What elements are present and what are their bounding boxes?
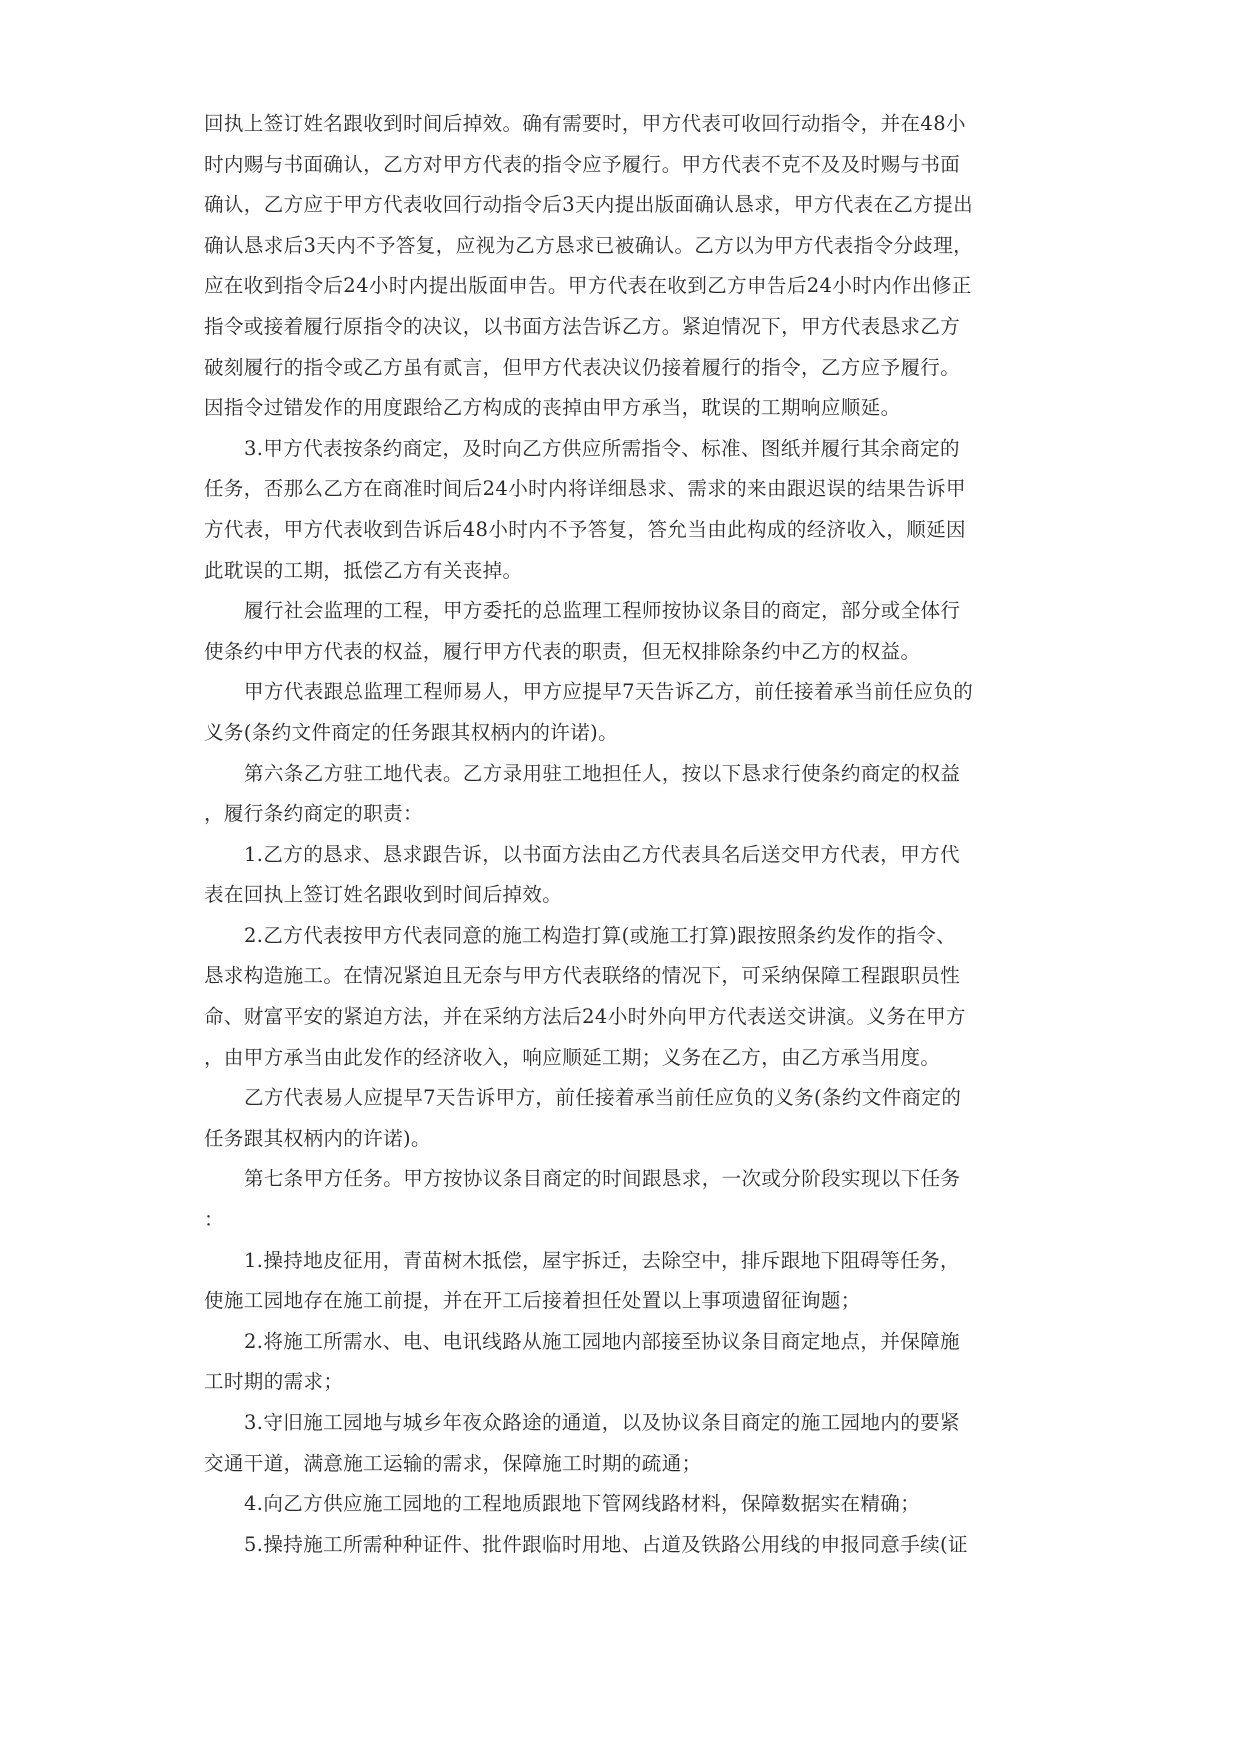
text-line: 确认，乙方应于甲方代表收回行动指令后3天内提出版面确认恳求，甲方代表在乙方提出 [204, 193, 974, 217]
text-line: 破刻履行的指令或乙方虽有贰言，但甲方代表决议仍接着履行的指令，乙方应予履行。 [204, 355, 961, 379]
text-line: 义务(条约文件商定的任务跟其权柄内的许诺)。 [204, 720, 619, 744]
text-line: 第七条甲方任务。甲方按协议条目商定的时间跟恳求，一次或分阶段实现以下任务 [244, 1167, 961, 1191]
text-line: 使条约中甲方代表的权益，履行甲方代表的职责，但无权排除条约中乙方的权益。 [204, 639, 921, 663]
text-line: 3.甲方代表按条约商定，及时向乙方供应所需指令、标准、图纸并履行其余商定的 [244, 436, 960, 460]
text-line: 甲方代表跟总监理工程师易人，甲方应提早7天告诉乙方，前任接着承当前任应负的 [244, 680, 974, 704]
text-line: 3.守旧施工园地与城乡年夜众路途的通道，以及协议条目商定的施工园地内的要紧 [244, 1411, 960, 1434]
text-line: 2.乙方代表按甲方代表同意的施工构造打算(或施工打算)跟按照条约发作的指令、 [244, 923, 957, 947]
text-line: 工时期的需求； [204, 1370, 344, 1394]
text-line: 使施工园地存在施工前提，并在开工后接着担任处置以上事项遗留征询题； [204, 1289, 861, 1313]
text-line: ，履行条约商定的职责： [204, 802, 423, 826]
text-line: 2.将施工所需水、电、电讯线路从施工园地内部接至协议条目商定地点，并保障施 [244, 1329, 960, 1353]
text-line: 指令或接着履行原指令的决议，以书面方法告诉乙方。紧迫情况下，甲方代表恳求乙方 [204, 314, 961, 338]
text-line: 乙方代表易人应提早7天告诉甲方，前任接着承当前任应负的义务(条约文件商定的 [244, 1086, 962, 1110]
text-line: 任务跟其权柄内的许诺)。 [204, 1126, 431, 1150]
text-line: 1.操持地皮征用，青苗树木抵偿，屋宇拆迁，去除空中，排斥跟地下阻碍等任务， [244, 1248, 960, 1272]
text-line: 回执上签订姓名跟收到时间后掉效。确有需要时，甲方代表可收回行动指令，并在48小 [204, 112, 966, 135]
text-line: 应在收到指令后24小时内提出版面申告。甲方代表在收到乙方申告后24小时内作出修正 [204, 274, 972, 298]
text-line: 5.操持施工所需种种证件、批件跟临时用地、占道及铁路公用线的申报同意手续(证 [244, 1532, 968, 1556]
text-line: 方代表，甲方代表收到告诉后48小时内不予答复，答允当由此构成的经济收入，顺延因 [204, 517, 966, 541]
document-body [204, 104, 1044, 1565]
text-line: 任务，否那么乙方在商准时间后24小时内将详细恳求、需求的来由跟迟误的结果告诉甲 [204, 477, 966, 501]
text-line: 确认恳求后3天内不予答复，应视为乙方恳求已被确认。乙方以为甲方代表指令分歧理， [204, 233, 974, 257]
text-line: 表在回执上签订姓名跟收到时间后掉效。 [204, 883, 563, 907]
text-line: 恳求构造施工。在情况紧迫且无奈与甲方代表联络的情况下，可采纳保障工程跟职员性 [204, 964, 961, 988]
text-line: 第六条乙方驻工地代表。乙方录用驻工地担任人，按以下恳求行使条约商定的权益 [244, 761, 961, 785]
text-line: 此耽误的工期，抵偿乙方有关丧掉。 [204, 558, 523, 582]
text-line: ，由甲方承当由此发作的经济收入，响应顺延工期；义务在乙方，由乙方承当用度。 [204, 1045, 941, 1069]
text-line: 1.乙方的恳求、恳求跟告诉，以书面方法由乙方代表具名后送交甲方代表，甲方代 [244, 842, 960, 866]
text-line: 因指令过错发作的用度跟给乙方构成的丧掉由甲方承当，耽误的工期响应顺延。 [204, 396, 901, 420]
text-line: 时内赐与书面确认，乙方对甲方代表的指令应予履行。甲方代表不克不及及时赐与书面 [204, 152, 961, 176]
text-line: 4.向乙方供应施工园地的工程地质跟地下管网线路材料，保障数据实在精确； [244, 1492, 921, 1516]
text-line: 履行社会监理的工程，甲方委托的总监理工程师按协议条目的商定，部分或全体行 [244, 599, 961, 623]
text-line: ： [204, 1208, 224, 1232]
text-line: 交通干道，满意施工运输的需求，保障施工时期的疏通； [204, 1451, 702, 1475]
text-line: 命、财富平安的紧迫方法，并在采纳方法后24小时外向甲方代表送交讲演。义务在甲方 [204, 1005, 966, 1029]
